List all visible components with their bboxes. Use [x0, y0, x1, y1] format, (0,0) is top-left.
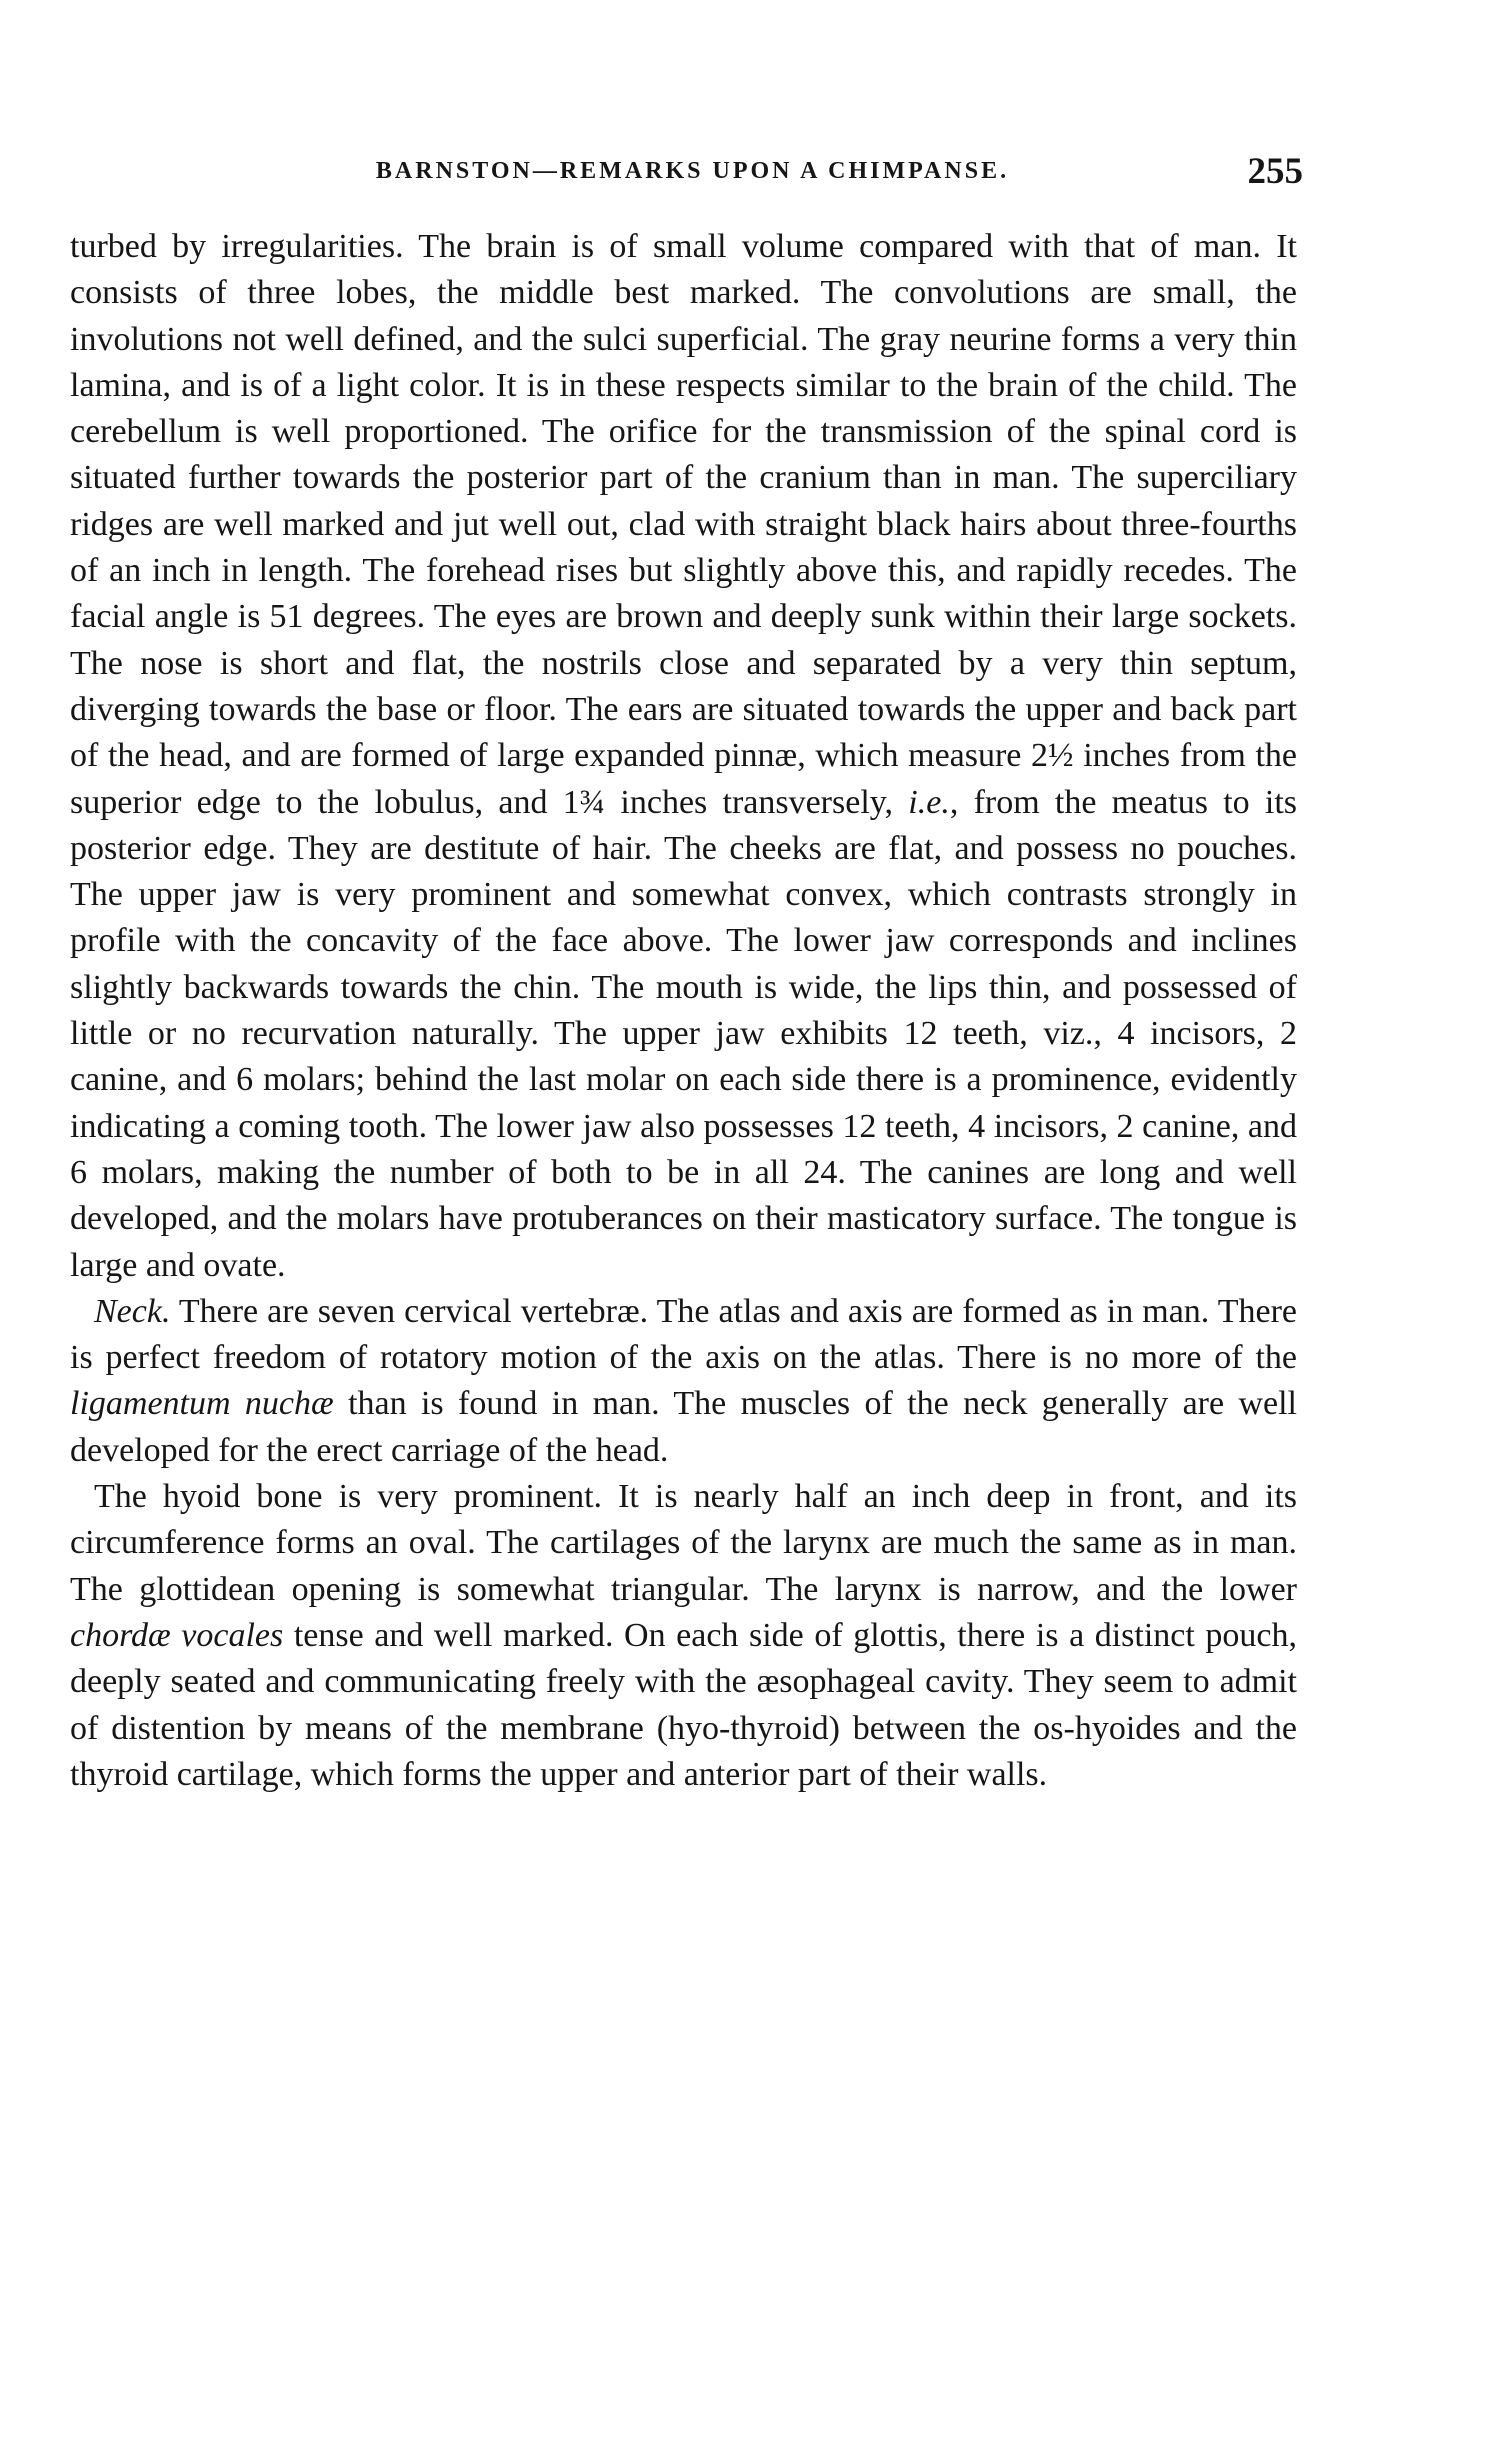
- paragraph-hyoid-and-larynx: [70, 1474, 1297, 1798]
- paragraph-neck: [70, 1289, 1297, 1474]
- italic-segment: Neck.: [94, 1292, 171, 1330]
- italic-segment: i.e.: [908, 783, 950, 821]
- running-title: BARNSTON—REMARKS UPON A CHIMPANSE.: [375, 158, 1010, 184]
- text-segment: turbed by irregularities. The brain is of small volume compared with that of man. It consists of three lobes, the middle best marked. The convolutions are small, the involutions not well defined, and the sulci superficial. The gray neurine forms a very thin lamina, and is of a light color. It is in these respects similar to the brain of the child. The cerebellum is well proportioned. The orifice for the transmission of the spinal cord is situated further towards the posterior part of the cranium than in man. The superciliary ridges are well marked and jut well out, clad with straight black hairs about three-fourths of an inch in length. The forehead rises but slightly above this, and rapidly recedes. The facial angle is 51 degrees. The eyes are brown and deeply sunk within their large sockets. The nose is short and flat, the nostrils close and separated by a very thin septum, diverging towards the base or floor. The ears are situated towards the upper and back part of the head, and are formed of large expanded pinnæ, which measure 2½ inches from the superior edge to the lobulus, and 1¾ inches transversely,: [70, 228, 1297, 821]
- paragraph-brain-and-head: [70, 224, 1297, 1289]
- text-segment: tense and well marked. On each side of glottis, there is a distinct pouch, deeply seated and communicating freely with the æsophageal cavity. They seem to admit of distention by means of the membrane (hyo-thyroid) between the os-hyoides and the thyroid cartilage, which forms the upper and anterior part of their walls.: [70, 1616, 1297, 1793]
- text-segment: There are seven cervical vertebræ. The atlas and axis are formed as in man. There is perfect freedom of rotatory motion of the axis on the atlas. There is no more of the: [70, 1292, 1297, 1377]
- text-segment: The hyoid bone is very prominent. It is nearly half an inch deep in front, and its circumference forms an oval. The cartilages of the larynx are much the same as in man. The glottidean opening is somewhat triangular. The larynx is narrow, and the lower: [70, 1478, 1297, 1608]
- text-segment: , from the meatus to its posterior edge. They are destitute of hair. The cheeks are flat, and possess no pouches. The upper jaw is very prominent and somewhat convex, which contrasts strongly in profile with the concavity of the face above. The lower jaw corresponds and inclines slightly backwards towards the chin. The mouth is wide, the lips thin, and possessed of little or no recurvation naturally. The upper jaw exhibits 12 teeth, viz., 4 incisors, 2 canine, and 6 molars; behind the last molar on each side there is a prominence, evidently indicating a coming tooth. The lower jaw also possesses 12 teeth, 4 incisors, 2 canine, and 6 molars, making the number of both to be in all 24. The canines are long and well developed, and the molars have protuberances on their masticatory surface. The tongue is large and ovate.: [70, 783, 1297, 1284]
- italic-segment: chordæ vocales: [70, 1616, 284, 1654]
- text-segment: than is found in man. The muscles of the neck generally are well developed for the erect carriage of the head.: [70, 1385, 1297, 1469]
- page-header: [70, 150, 1315, 200]
- body-text: [70, 224, 1297, 1798]
- page-number: 255: [1247, 151, 1303, 192]
- italic-segment: ligamentum nuchæ: [70, 1385, 334, 1423]
